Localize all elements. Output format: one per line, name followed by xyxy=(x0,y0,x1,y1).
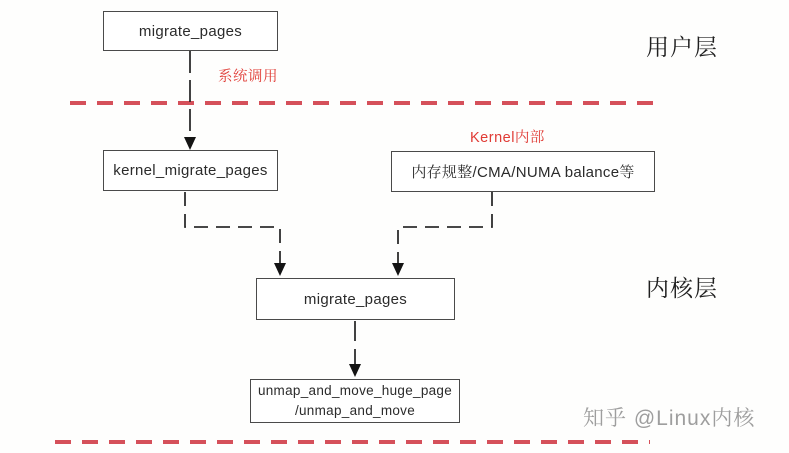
box-memory-sources-label: 内存规整/CMA/NUMA balance等 xyxy=(411,164,635,181)
arrow-unmap-head xyxy=(349,364,361,377)
zhihu-watermark: 知乎 @Linux内核 xyxy=(583,407,756,430)
kernel-layer-label: 内核层 xyxy=(646,275,718,301)
box-kernel-migrate-pages-label: kernel_migrate_pages xyxy=(113,162,268,179)
connector-left xyxy=(185,192,280,264)
connector-right xyxy=(398,192,492,264)
box-memory-sources xyxy=(391,151,655,192)
kernel-internal-annotation: Kernel内部 xyxy=(470,130,545,146)
connector-right-head xyxy=(392,263,404,276)
box-unmap-and-move-line2: /unmap_and_move xyxy=(294,403,416,418)
box-core-migrate-pages xyxy=(256,278,455,320)
box-kernel-migrate-pages xyxy=(103,150,278,191)
arrow-syscall-head xyxy=(184,137,196,150)
box-unmap-and-move-line1: unmap_and_move_huge_page xyxy=(257,383,453,399)
connector-left-head xyxy=(274,263,286,276)
user-layer-label: 用户层 xyxy=(646,34,718,60)
box-user-migrate-pages-label: migrate_pages xyxy=(138,22,243,40)
box-user-migrate-pages xyxy=(103,11,278,51)
box-core-migrate-pages-label: migrate_pages xyxy=(303,290,408,308)
syscall-annotation: 系统调用 xyxy=(218,69,278,85)
box-unmap-and-move xyxy=(250,379,460,423)
